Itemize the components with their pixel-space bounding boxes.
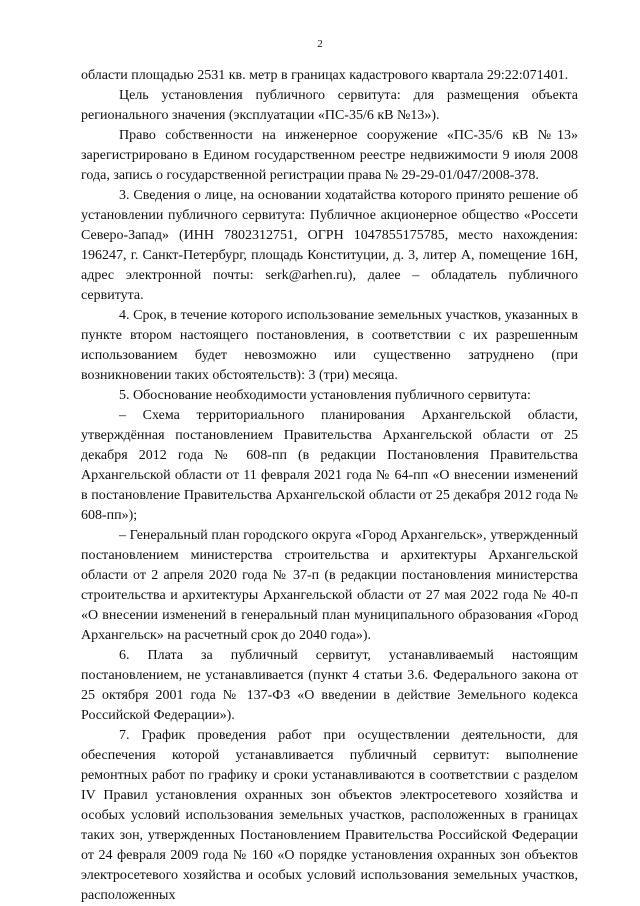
- paragraph-5-justification-heading: 5. Обоснование необходимости установления публичного сервитута:: [119, 388, 531, 403]
- paragraph-ownership-right: Право собственности на инженерное сооружение «ПС-35/6 кВ №13» зарегистрировано в Едином государственном реестре недвижимости 9 июля 2008 года, запись о государственной регистрации права № 29-29-01/047/2008-378.: [81, 128, 578, 183]
- paragraph-7-works-schedule: 7. График проведения работ при осуществлении деятельности, для обеспечения которой устанавливается публичный сервитут: выполнение ремонтных работ по графику и сроки устанавливаются в соответствии с разделом IV Правил установления охранных зон объектов электросетевого хозяйства и особых условий использования земельных участков, расположенных в границах таких зон, утвержденных Постановлением Правительства Российской Федерации от 24 февраля 2009 года № 160 «О порядке установления охранных зон объектов электросетевого хозяйства и особых условий использования земельных участков, расположенных: [81, 728, 578, 903]
- document-body: [81, 66, 578, 906]
- paragraph-3-applicant-info: 3. Сведения о лице, на основании ходатайства которого принято решение об установлении публичного сервитута: Публичное акционерное общество «Россети Северо-Запад» (ИНН 7802312751, ОГРН 1047855175785, место нахождения: 196247, г. Санкт-Петербург, площадь Конституции, д. 3, литер А, помещение 16Н, адрес электронной почты: serk@arhen.ru), далее – обладатель публичного сервитута.: [81, 188, 578, 303]
- paragraph-4-restriction-period: 4. Срок, в течение которого использование земельных участков, указанных в пункте втором настоящего постановления, в соответствии с их разрешенным использованием будет невозможно или существенно затруднено (при возникновении таких обстоятельств): 3 (три) месяца.: [81, 308, 578, 383]
- paragraph-5-general-plan: – Генеральный план городского округа «Город Архангельск», утвержденный постановлением министерства строительства и архитектуры Архангельской области от 2 апреля 2020 года № 37-п (в редакции постановления министерства строительства и архитектуры Архангельской области от 27 мая 2022 года № 40-п «О внесении изменений в генеральный план муниципального образования «Город Архангельск» на расчетный срок до 2040 года»).: [81, 528, 578, 643]
- paragraph-area-continuation: области площадью 2531 кв. метр в границах кадастрового квартала 29:22:071401.: [81, 68, 569, 83]
- paragraph-6-servitude-fee: 6. Плата за публичный сервитут, устанавливаемый настоящим постановлением, не устанавливается (пункт 4 статьи 3.6. Федерального закона от 25 октября 2001 года № 137-ФЗ «О введении в действие Земельного кодекса Российской Федерации»).: [81, 648, 578, 723]
- paragraph-servitude-purpose: Цель установления публичного сервитута: для размещения объекта регионального значения (эксплуатации «ПС-35/6 кВ №13»).: [81, 88, 578, 123]
- paragraph-5-territorial-scheme: – Схема территориального планирования Архангельской области, утверждённая постановлением Правительства Архангельской области от 25 декабря 2012 года № 608-пп (в редакции Постановления Правительства Архангельской области от 11 февраля 2021 года № 64-пп «О внесении изменений в постановление Правительства Архангельской области от 25 декабря 2012 года № 608-пп»);: [81, 408, 578, 523]
- page-number: 2: [317, 38, 323, 50]
